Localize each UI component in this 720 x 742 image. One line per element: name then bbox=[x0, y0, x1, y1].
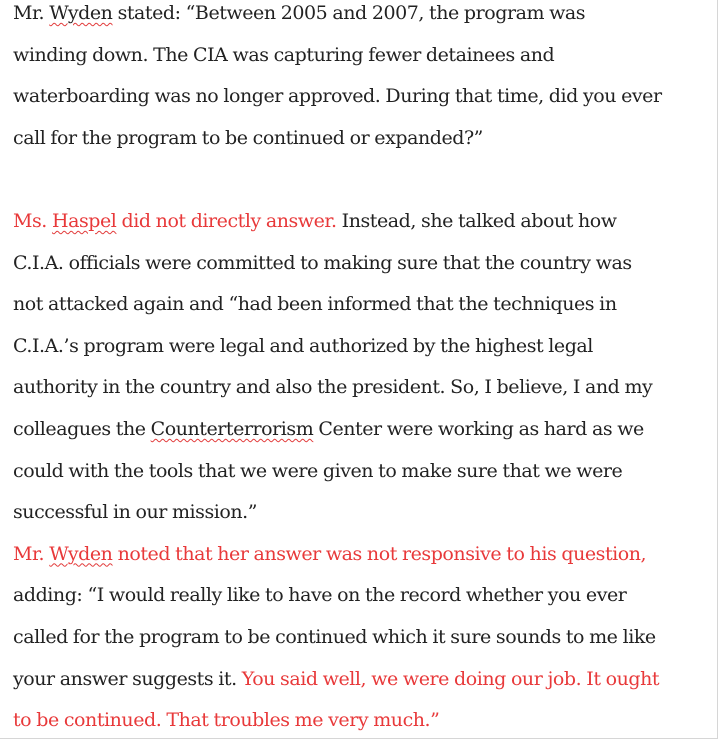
text-line: C.I.A.’s program were legal and authorized by the highest legal bbox=[13, 334, 593, 357]
text-line: C.I.A. officials were committed to making sure that the country was bbox=[13, 251, 632, 274]
text-line bbox=[13, 659, 715, 701]
text-line: could with the tools that we were given to make sure that we were bbox=[13, 459, 623, 482]
text-line: call for the program to be continued or expanded?” bbox=[13, 126, 483, 149]
text-line bbox=[13, 409, 715, 451]
text-line: adding: “I would really like to have on the record whether you ever bbox=[13, 584, 627, 607]
misspelled-word: Wyden bbox=[49, 542, 113, 565]
paragraph-wyden-question bbox=[13, 0, 715, 159]
text-run: Instead, she talked about how bbox=[336, 209, 617, 232]
paragraph-spacer bbox=[13, 159, 715, 201]
text-line: waterboarding was no longer approved. During that time, did you ever bbox=[13, 85, 662, 108]
text-line: called for the program to be continued which it sure sounds to me like bbox=[13, 625, 656, 648]
highlighted-text: You said well, we were doing our job. It ought bbox=[241, 667, 660, 690]
text-line: successful in our mission.” bbox=[13, 501, 258, 524]
highlighted-text: Ms. bbox=[13, 209, 52, 232]
text-line bbox=[13, 534, 715, 576]
misspelled-word: Counterterrorism bbox=[150, 417, 314, 440]
highlighted-text: noted that her answer was not responsive to his question, bbox=[112, 542, 647, 565]
misspelled-word: Wyden bbox=[49, 2, 113, 24]
paragraph-haspel-answer bbox=[13, 201, 715, 534]
text-run: your answer suggests it. bbox=[13, 667, 242, 690]
text-line: winding down. The CIA was capturing fewer detainees and bbox=[13, 43, 555, 66]
paragraph-wyden-response bbox=[13, 534, 715, 742]
text-run: colleagues the bbox=[13, 417, 151, 440]
highlighted-text: Mr. bbox=[13, 542, 50, 565]
text-line bbox=[13, 0, 715, 35]
text-line: to be continued. That troubles me very much.” bbox=[13, 709, 440, 732]
text-line: not attacked again and “had been informed that the techniques in bbox=[13, 293, 617, 316]
highlighted-text: did not directly answer. bbox=[116, 209, 337, 232]
misspelled-word: Haspel bbox=[51, 209, 117, 232]
text-run: Mr. bbox=[13, 2, 50, 24]
text-line bbox=[13, 201, 715, 243]
document-body bbox=[13, 0, 715, 742]
text-run: stated: “Between 2005 and 2007, the program was bbox=[112, 2, 586, 24]
text-run: Center were working as hard as we bbox=[313, 417, 644, 440]
text-line: authority in the country and also the president. So, I believe, I and my bbox=[13, 376, 653, 399]
